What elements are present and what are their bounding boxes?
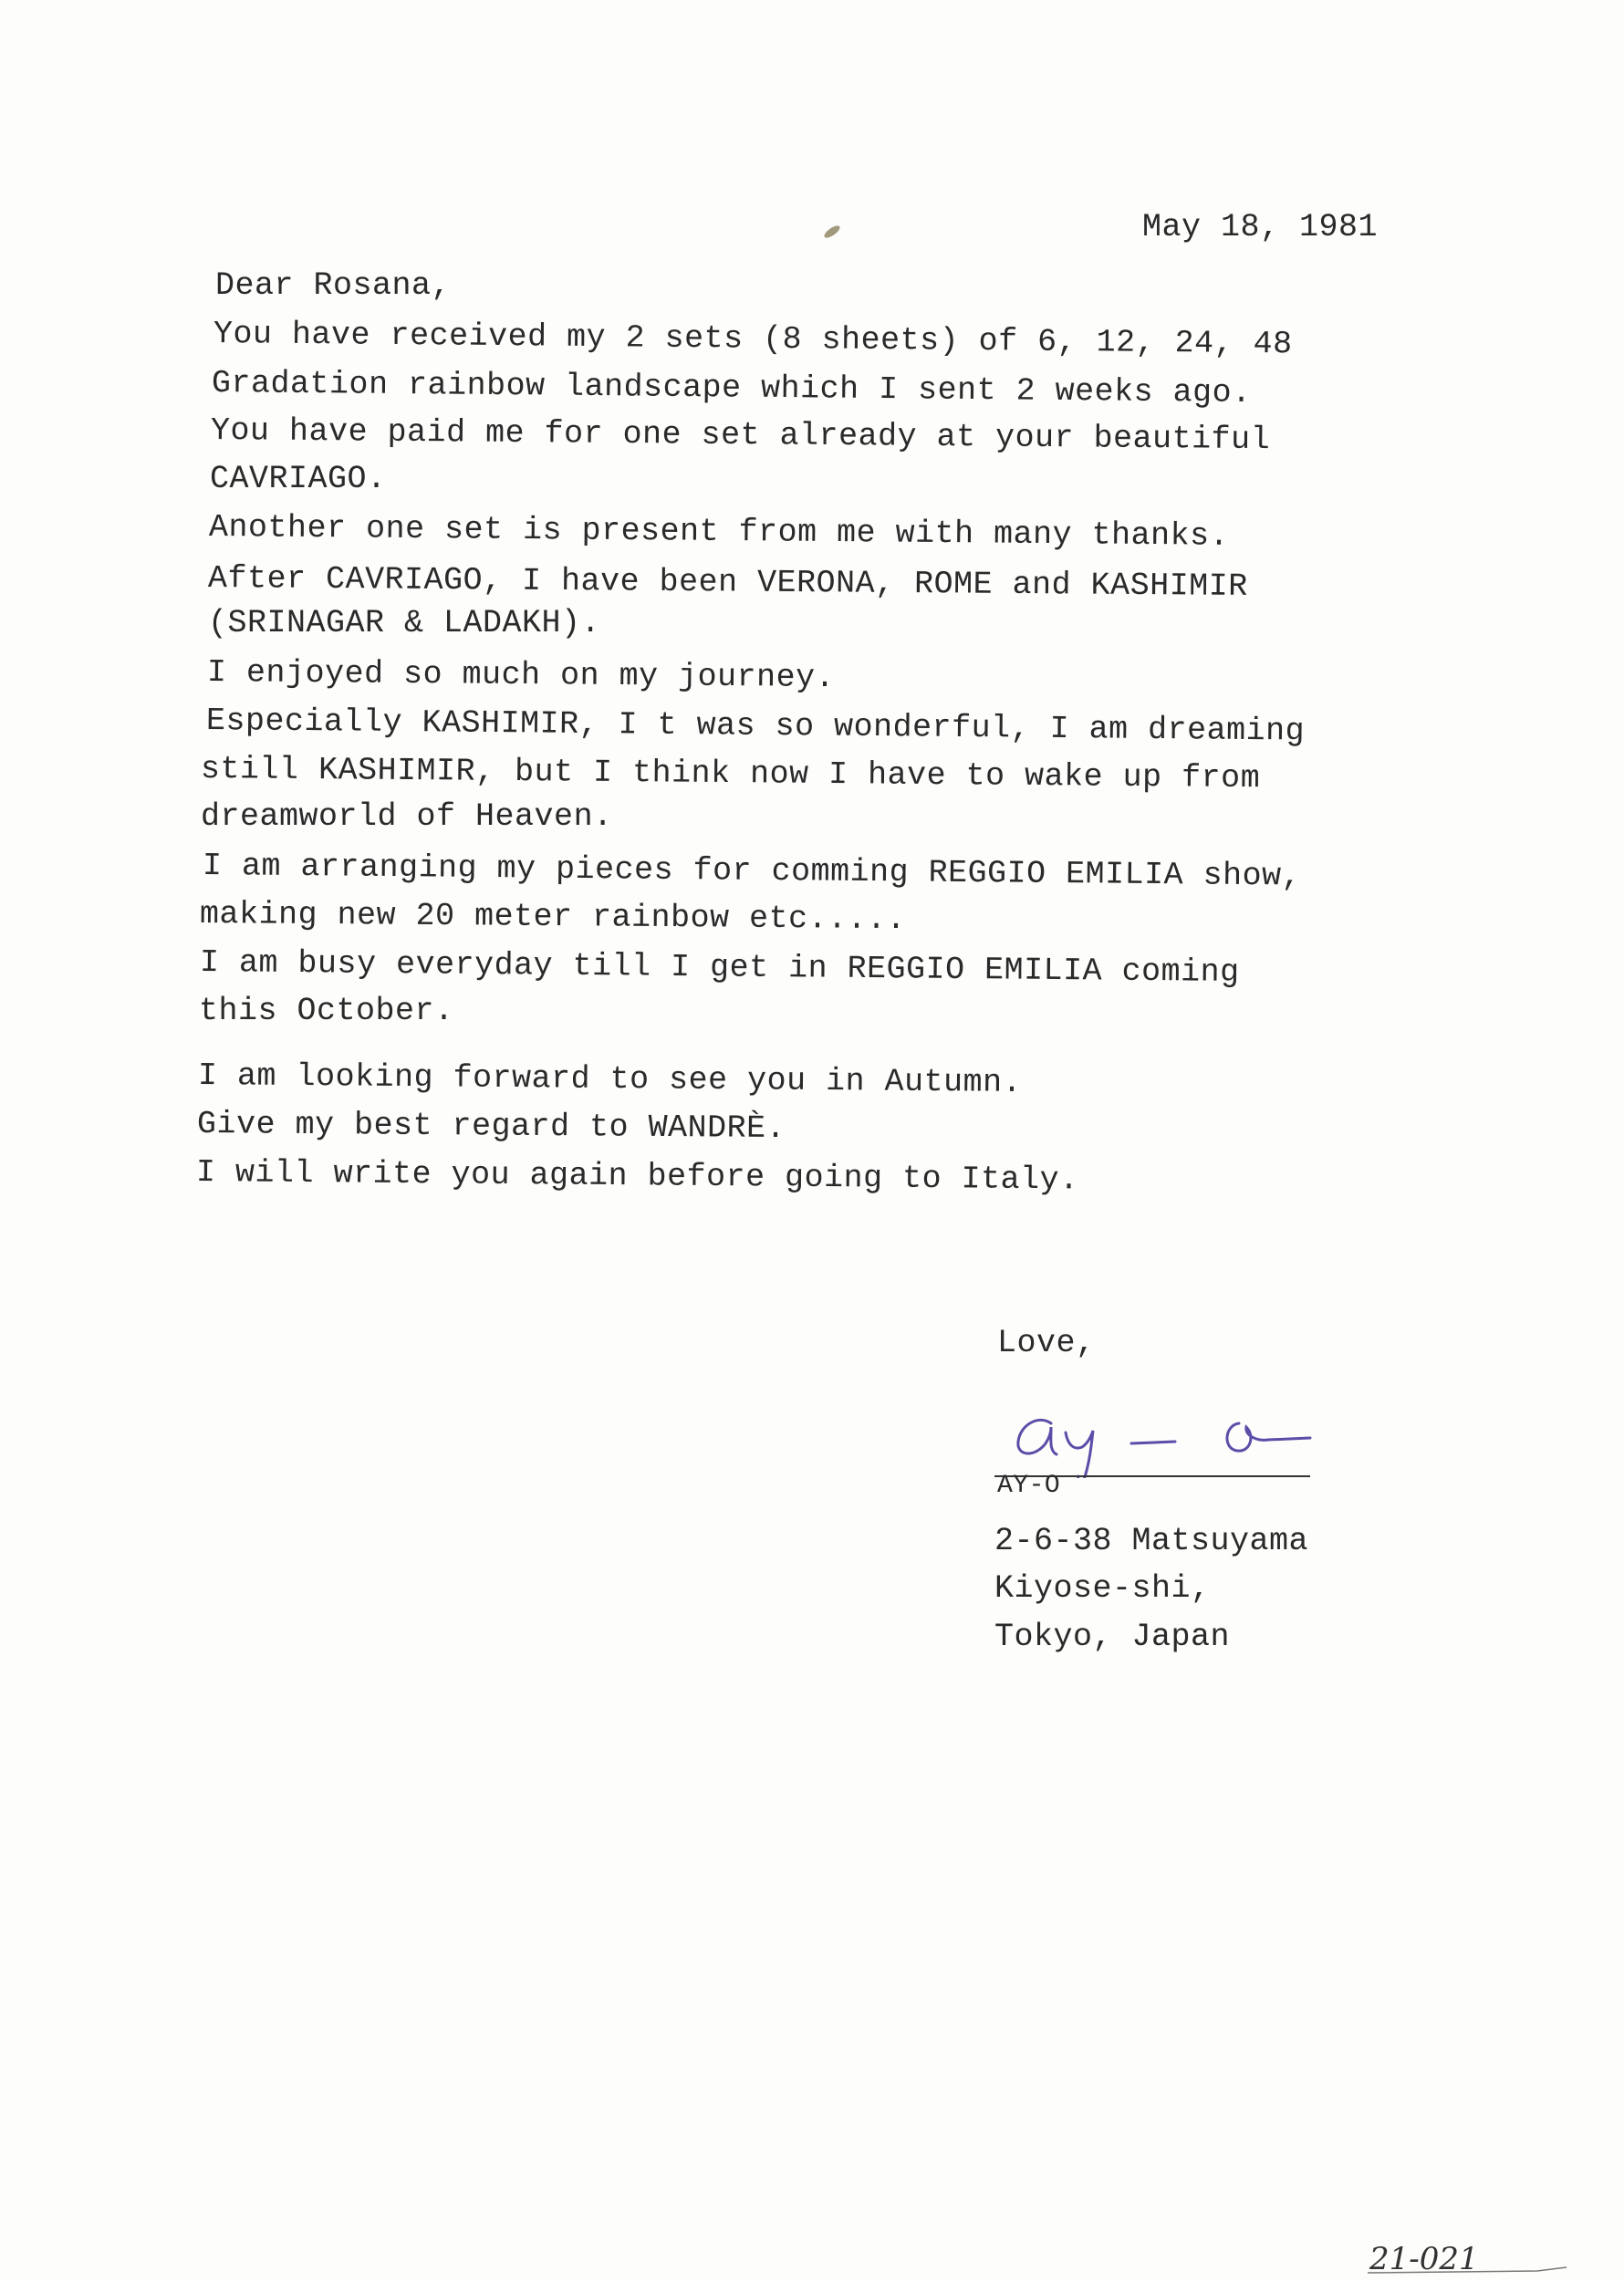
body-line: I enjoyed so much on my journey. [206, 654, 836, 697]
address-line: Tokyo, Japan [994, 1619, 1231, 1655]
letter-salutation: Dear Rosana, [215, 267, 452, 304]
body-line: I am busy everyday till I get in REGGIO EMILIA coming [199, 944, 1240, 991]
body-line: You have paid me for one set already at your beautiful [210, 412, 1271, 459]
body-line: I am arranging my pieces for comming REGGIO EMILIA show, [202, 848, 1302, 895]
paper-smudge [823, 224, 842, 240]
letter-closing: Love, [997, 1325, 1096, 1361]
body-line: Especially KASHIMIR, I t was so wonderful, I am dreaming [205, 703, 1306, 750]
body-line: I will write you again before going to Italy. [195, 1154, 1079, 1199]
body-line: CAVRIAGO. [210, 461, 387, 497]
body-line: still KASHIMIR, but I think now I have to wake up from [200, 751, 1261, 797]
body-line: Give my best regard to WANDRÈ. [196, 1106, 786, 1148]
address-line: 2-6-38 Matsuyama [994, 1523, 1309, 1559]
body-line: making new 20 meter rainbow etc..... [199, 896, 907, 939]
address-line: Kiyose-shi, [994, 1570, 1211, 1607]
letter-date: May 18, 1981 [1142, 209, 1379, 245]
handwritten-signature [994, 1405, 1323, 1478]
body-line: this October. [199, 993, 454, 1029]
archive-number-text: 21-021 [1369, 2241, 1479, 2276]
body-line: (SRINAGAR & LADAKH). [208, 605, 601, 641]
body-line: Gradation rainbow landscape which I sent 2 weeks ago. [211, 365, 1252, 411]
body-line: Another one set is present from me with many thanks. [208, 509, 1230, 555]
typed-name: AY-O [997, 1472, 1061, 1500]
body-line: I am looking forward to see you in Autumn. [197, 1057, 1023, 1101]
archive-number [1364, 2240, 1601, 2276]
body-line: After CAVRIAGO, I have been VERONA, ROME and KASHIMIR [207, 560, 1248, 605]
body-line: dreamworld of Heaven. [201, 798, 613, 835]
body-line: You have received my 2 sets (8 sheets) of 6, 12, 24, 48 [213, 316, 1293, 363]
